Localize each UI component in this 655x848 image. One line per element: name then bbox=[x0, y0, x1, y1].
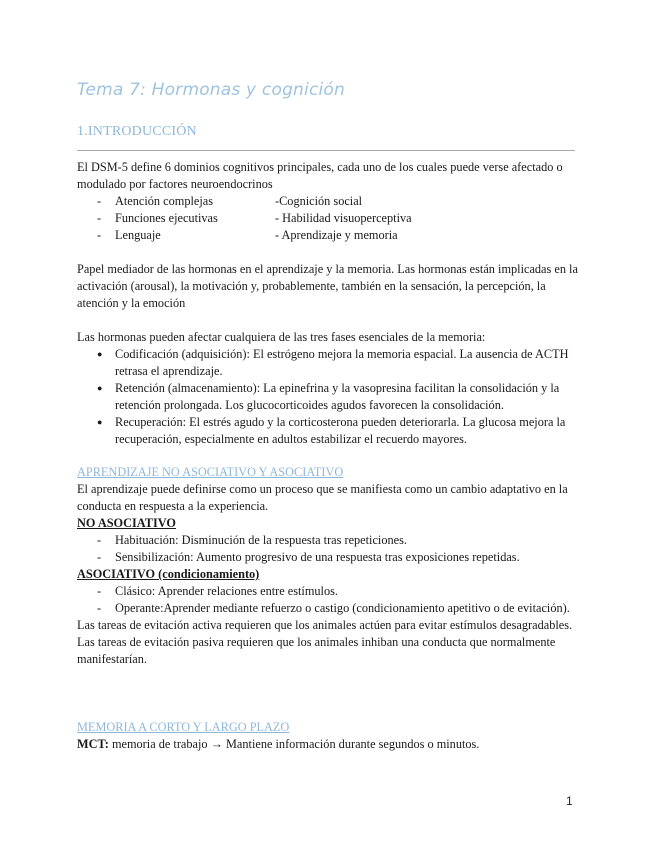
list-item: - Clásico: Aprender relaciones entre estímulos. bbox=[77, 583, 582, 600]
cognitive-domains-list bbox=[77, 193, 582, 244]
section-heading-introduccion: 1.INTRODUCCIÓN bbox=[77, 124, 197, 139]
subheading-no-asociativo: NO ASOCIATIVO bbox=[77, 516, 176, 530]
intro-block bbox=[77, 159, 582, 244]
paragraph: El aprendizaje puede definirse como un proceso que se manifiesta como un cambio adaptativo en la conducta en respuesta a la experiencia. bbox=[77, 482, 568, 513]
section-divider bbox=[77, 150, 575, 151]
section-heading-aprendizaje: APRENDIZAJE NO ASOCIATIVO Y ASOCIATIVO bbox=[77, 465, 344, 479]
paragraph bbox=[77, 736, 582, 753]
list-item: - Lenguaje - Aprendizaje y memoria bbox=[77, 227, 582, 244]
learning-section bbox=[77, 464, 582, 668]
list-item: - Sensibilización: Aumento progresivo de una respuesta tras exposiciones repetidas. bbox=[77, 549, 582, 566]
hormones-mediator-block bbox=[77, 261, 582, 312]
paragraph: Las tareas de evitación activa requieren que los animales actúen para evitar estímulos desagradables. bbox=[77, 618, 573, 632]
list-item: ● Recuperación: El estrés agudo y la corticosterona pueden deteriorarla. La glucosa mejora la recuperación, especialmente en adultos estabilizar el recuerdo mayores. bbox=[77, 414, 582, 448]
memory-section bbox=[77, 719, 582, 753]
no-asociativo-list bbox=[77, 532, 582, 566]
subheading-asociativo: ASOCIATIVO (condicionamiento) bbox=[77, 567, 260, 581]
asociativo-list bbox=[77, 583, 582, 617]
intro-paragraph: El DSM-5 define 6 dominios cognitivos principales, cada uno de los cuales puede verse afectado o modulado por factores neuroendocrinos bbox=[77, 160, 563, 191]
document-title: Tema 7: Hormonas y cognición bbox=[77, 80, 346, 100]
list-item: ● Retención (almacenamiento): La epinefrina y la vasopresina facilitan la consolidación y la retención prolongada. Los glucocorticoides agudos favorecen la consolidación. bbox=[77, 380, 582, 414]
list-item: - Atención complejas -Cognición social bbox=[77, 193, 582, 210]
paragraph: Las hormonas pueden afectar cualquiera de las tres fases esenciales de la memoria: bbox=[77, 330, 486, 344]
list-item: - Operante:Aprender mediante refuerzo o castigo (condicionamiento apetitivo o de evitación). bbox=[77, 600, 582, 617]
mct-label: MCT: bbox=[77, 737, 109, 751]
mct-text: memoria de trabajo → Mantiene información durante segundos o minutos. bbox=[108, 737, 480, 751]
paragraph: Las tareas de evitación pasiva requieren que los animales inhiban una conducta que normalmente manifestarían. bbox=[77, 635, 556, 666]
memory-phases-list bbox=[77, 346, 582, 448]
list-item: - Habituación: Disminución de la respuesta tras repeticiones. bbox=[77, 532, 582, 549]
list-item: ● Codificación (adquisición): El estrógeno mejora la memoria espacial. La ausencia de ACTH retrasa el aprendizaje. bbox=[77, 346, 582, 380]
section-heading-memoria: MEMORIA A CORTO Y LARGO PLAZO bbox=[77, 720, 290, 734]
list-item: - Funciones ejecutivas - Habilidad visuoperceptiva bbox=[77, 210, 582, 227]
memory-phases-block bbox=[77, 329, 582, 448]
page-number: 1 bbox=[566, 794, 573, 808]
paragraph: Papel mediador de las hormonas en el aprendizaje y la memoria. Las hormonas están implicadas en la activación (arousal), la motivación y, probablemente, también en la sensación, la percepción, la atención y la emoción bbox=[77, 262, 578, 310]
